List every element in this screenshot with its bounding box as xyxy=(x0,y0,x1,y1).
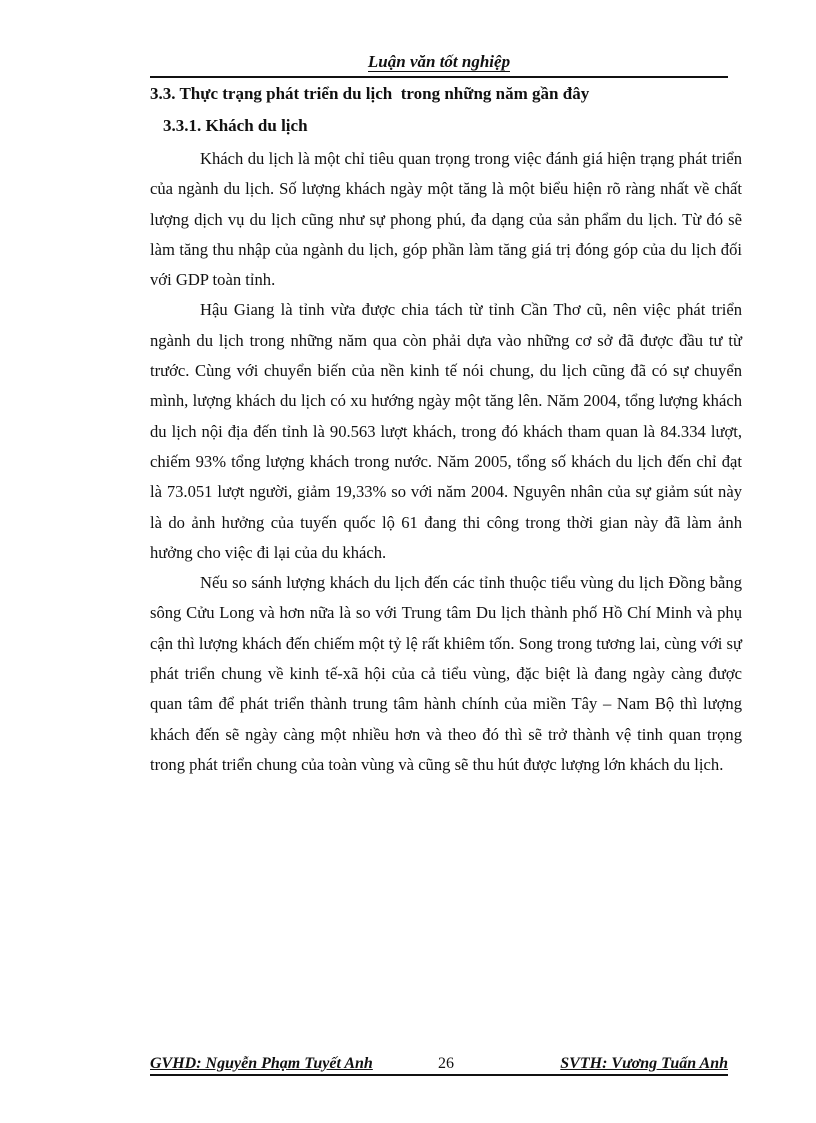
paragraph: Nếu so sánh lượng khách du lịch đến các tỉnh thuộc tiểu vùng du lịch Đồng bằng sông Cửu Long và hơn nữa là so với Trung tâm Du lịch thành phố Hồ Chí Minh và phụ cận thì lượng khách đến chiếm một tỷ lệ rất khiêm tốn. Song trong tương lai, cùng với sự phát triển chung về kinh tế-xã hội của cả tiểu vùng, đặc biệt là đang ngày càng được quan tâm để phát triển thành trung tâm hành chính của miền Tây – Nam Bộ thì lượng khách đến sẽ ngày càng một nhiều hơn và theo đó thì sẽ trở thành vệ tinh quan trọng trong phát triển chung của toàn vùng và cũng sẽ thu hút được lượng lớn khách du lịch. xyxy=(150,573,742,774)
page-header xyxy=(150,52,728,78)
page-number: 26 xyxy=(438,1055,454,1072)
paragraph: Hậu Giang là tỉnh vừa được chia tách từ tỉnh Cần Thơ cũ, nên việc phát triển ngành du lịch trong những năm qua còn phải dựa vào những cơ sở đã được đầu tư từ trước. Cùng với chuyển biến của nền kinh tế nói chung, du lịch cũng đã có sự chuyển mình, lượng khách du lịch có xu hướng ngày một tăng lên. Năm 2004, tổng lượng khách du lịch nội địa đến tỉnh là 90.563 lượt khách, trong đó khách tham quan là 84.334 lượt, chiếm 93% tổng lượng khách trong nước. Năm 2005, tổng số khách du lịch đến chỉ đạt là 73.051 lượt người, giảm 19,33% so với năm 2004. Nguyên nhân của sự giảm sút này là do ảnh hưởng của tuyến quốc lộ 61 đang thi công trong thời gian này đã làm ảnh hưởng cho việc đi lại của du khách. xyxy=(150,300,742,562)
footer-advisor: GVHD: Nguyễn Phạm Tuyết Anh xyxy=(150,1055,373,1072)
subsection-title: 3.3.1. Khách du lịch xyxy=(163,116,308,135)
section-title: 3.3. Thực trạng phát triển du lịch trong những năm gần đây xyxy=(150,84,590,103)
body-text xyxy=(150,144,742,780)
paragraph: Khách du lịch là một chỉ tiêu quan trọng trong việc đánh giá hiện trạng phát triển của ngành du lịch. Số lượng khách ngày một tăng là một biểu hiện rõ ràng nhất về chất lượng dịch vụ du lịch cũng như sự phong phú, đa dạng của sản phẩm du lịch. Từ đó sẽ làm tăng thu nhập của ngành du lịch, góp phần làm tăng giá trị đóng góp của du lịch đối với GDP toàn tỉnh. xyxy=(150,149,742,290)
header-title: Luận văn tốt nghiệp xyxy=(367,52,511,71)
footer-student: SVTH: Vương Tuấn Anh xyxy=(560,1055,728,1072)
page-footer xyxy=(150,1054,728,1076)
